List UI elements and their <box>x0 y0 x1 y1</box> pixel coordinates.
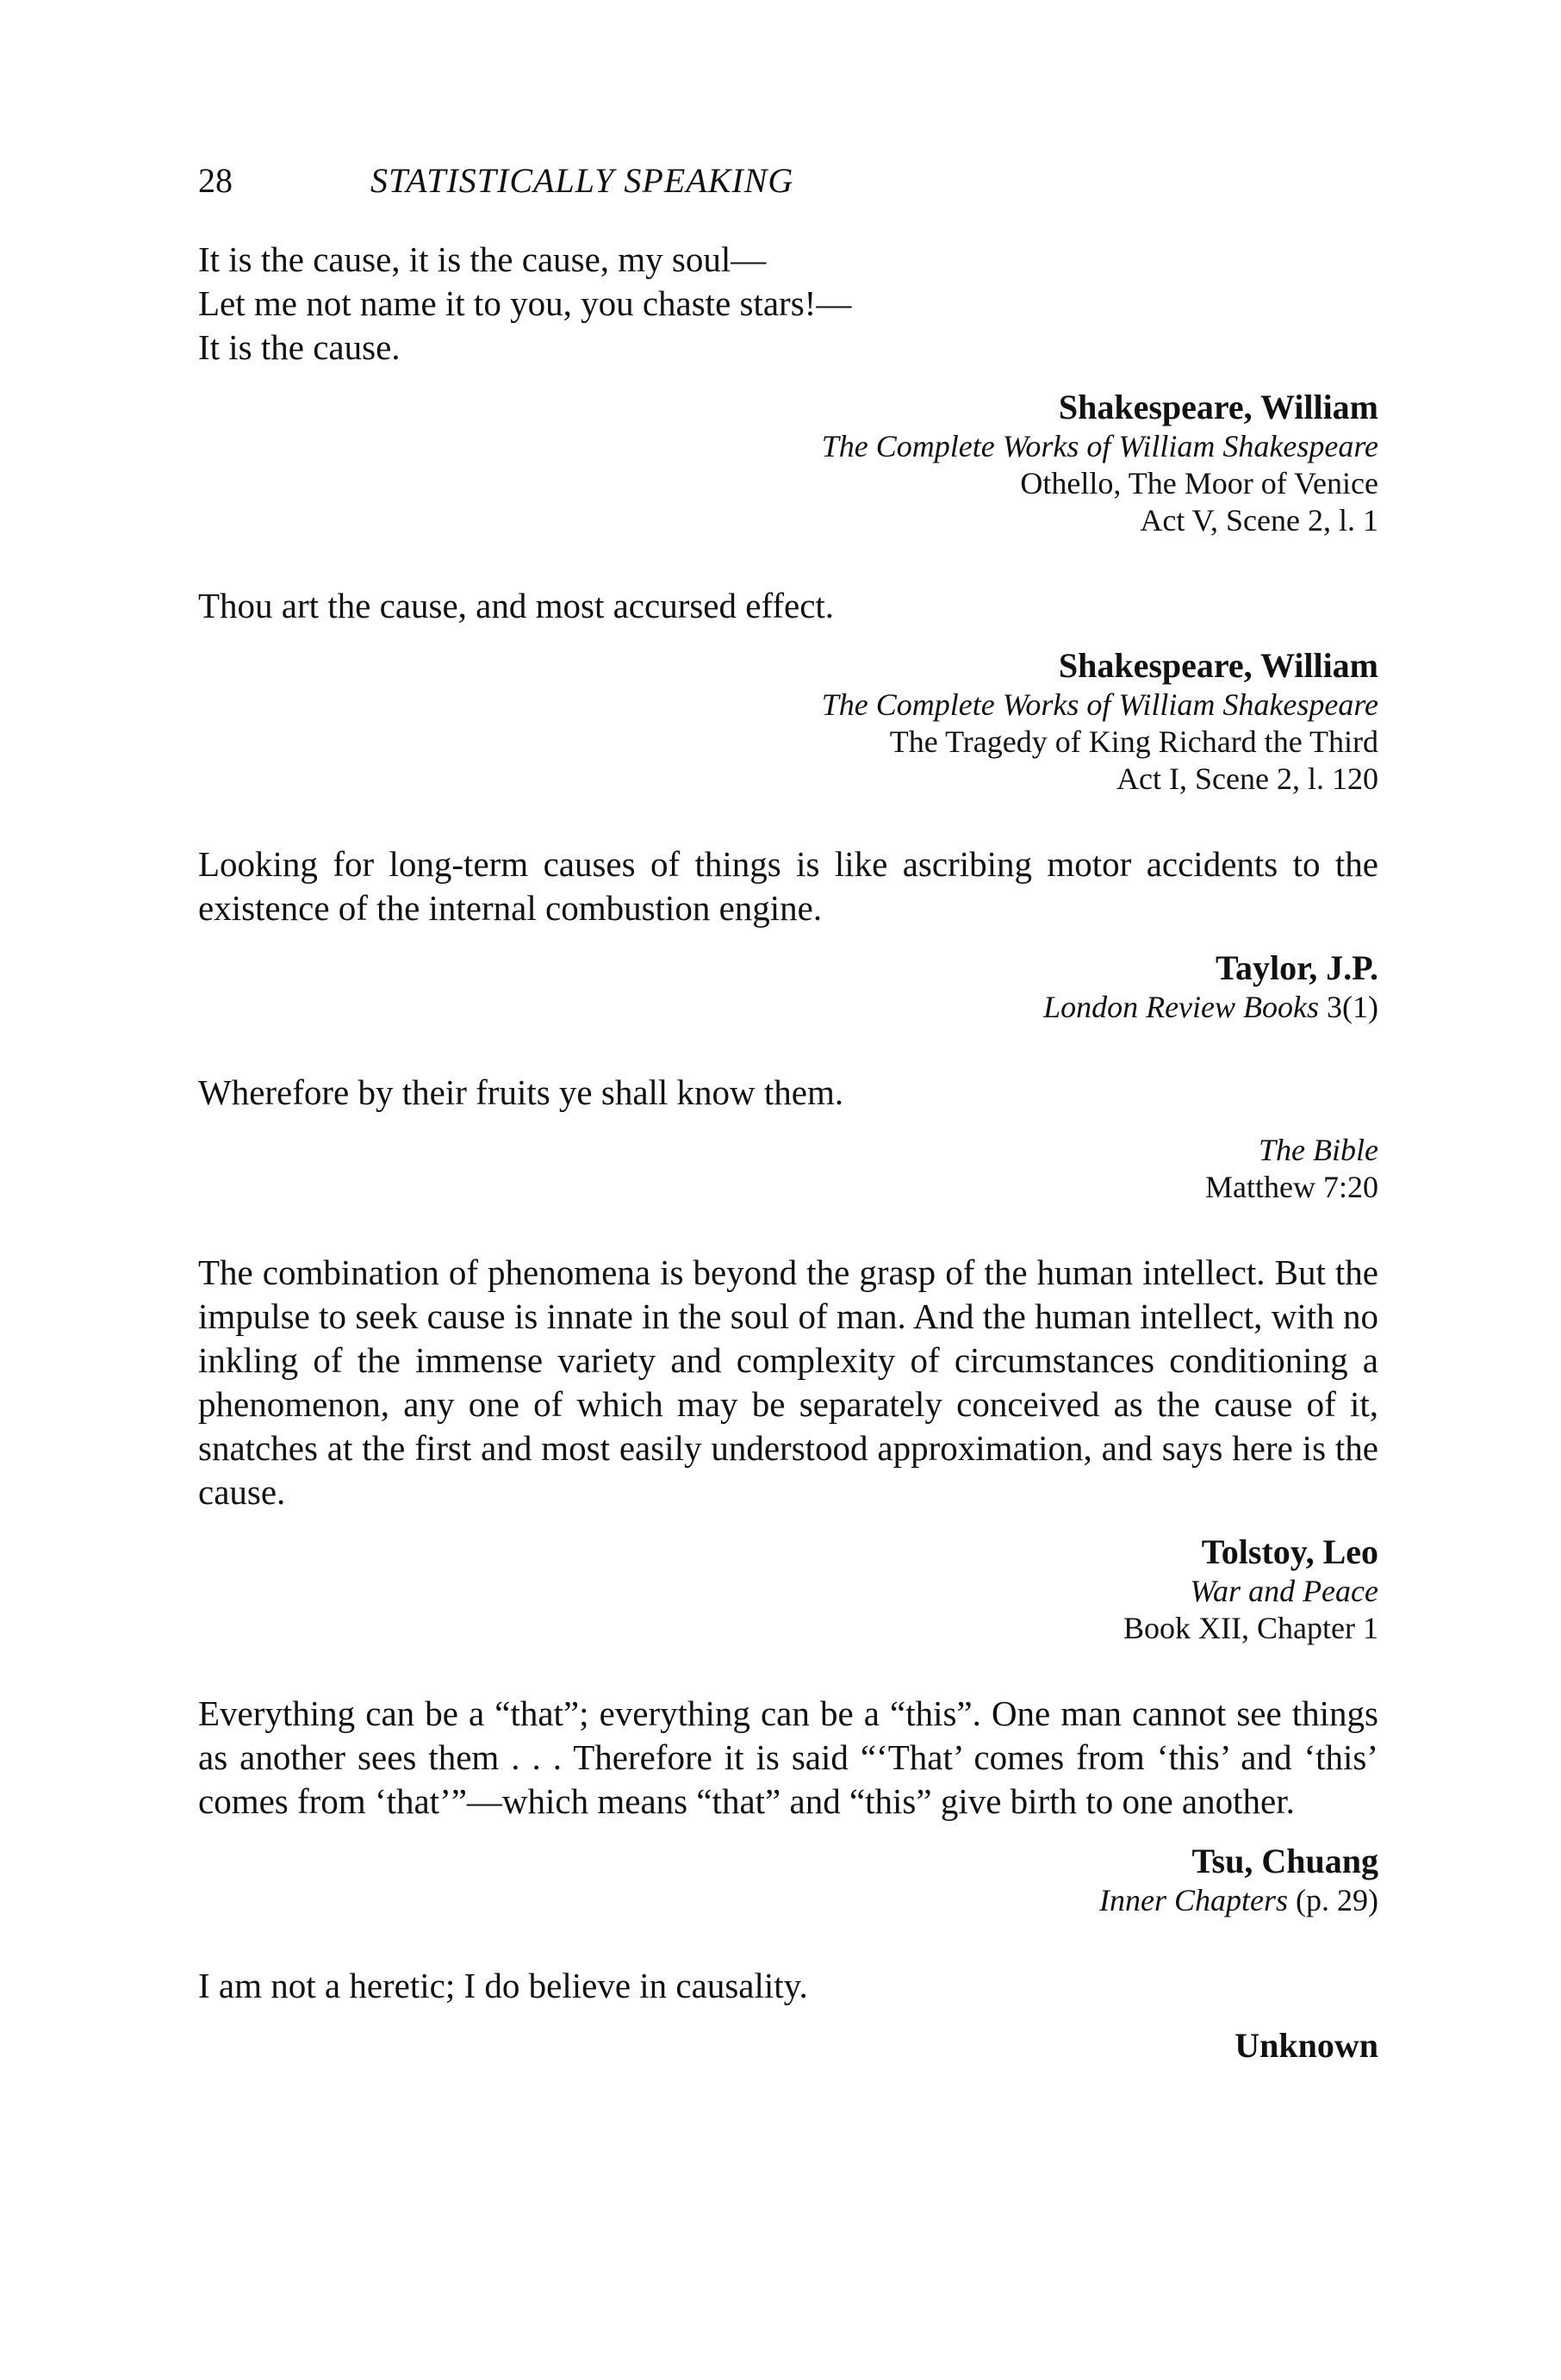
attribution-source <box>198 1882 1378 1919</box>
quote-bible <box>198 1071 1378 1206</box>
quote-text: Looking for long-term causes of things is like ascribing motor accidents to the existence of the internal combustion engine. <box>198 844 1378 928</box>
quote-tolstoy <box>198 1251 1378 1647</box>
attribution <box>198 1841 1378 1919</box>
quote-taylor <box>198 842 1378 1026</box>
attribution-author: Shakespeare, William <box>1058 388 1378 426</box>
attribution-location: Act V, Scene 2, l. 1 <box>1140 503 1378 538</box>
attribution-source-title: The Bible <box>1259 1133 1378 1167</box>
attribution-author: Unknown <box>1234 2026 1378 2065</box>
attribution <box>198 1132 1378 1206</box>
attribution-source <box>198 989 1378 1026</box>
page-header <box>198 155 1378 207</box>
attribution-work: Othello, The Moor of Venice <box>1020 466 1378 500</box>
attribution-source-title: War and Peace <box>1190 1574 1378 1608</box>
running-head: STATISTICALLY SPEAKING <box>370 161 794 200</box>
quote-text: The combination of phenomena is beyond the grasp of the human intellect. But the impulse to seek cause is innate in the soul of man. And the human intellect, with no inkling of the immense variety and complexity of circumstances conditioning a phenomenon, any one of which may be separately conceived as the cause of it, snatches at the first and most easily understood approximation, and says here is the cause. <box>198 1252 1378 1512</box>
quote-line: I am not a heretic; I do believe in causality. <box>198 1966 808 2005</box>
attribution-author: Tsu, Chuang <box>1191 1842 1378 1880</box>
attribution <box>198 948 1378 1026</box>
attribution <box>198 387 1378 539</box>
attribution-author: Tolstoy, Leo <box>1201 1532 1378 1571</box>
attribution-page: (p. 29) <box>1288 1883 1378 1917</box>
attribution <box>198 1532 1378 1647</box>
attribution-source-title: The Complete Works of William Shakespeare <box>821 429 1378 463</box>
book-page <box>198 155 1378 2111</box>
attribution <box>198 2025 1378 2066</box>
attribution-work: The Tragedy of King Richard the Third <box>889 724 1378 759</box>
quote-line: Wherefore by their fruits ye shall know them. <box>198 1072 844 1112</box>
attribution-author: Shakespeare, William <box>1058 646 1378 685</box>
quote-richard-iii <box>198 584 1378 798</box>
quote-line: It is the cause. <box>198 327 401 367</box>
attribution-issue: 3(1) <box>1319 990 1378 1024</box>
quote-text: Everything can be a “that”; everything can be a “this”. One man cannot see things as another sees them . . . Therefore it is said “‘That’ comes from ‘this’ and ‘this’ comes from ‘that’”—which means “that” and “this” give birth to one another. <box>198 1693 1378 1821</box>
quote-line: Thou art the cause, and most accursed effect. <box>198 586 835 625</box>
attribution-source-title: London Review Books <box>1043 990 1320 1024</box>
attribution-source-title: Inner Chapters <box>1099 1883 1289 1917</box>
attribution <box>198 645 1378 798</box>
attribution-location: Act I, Scene 2, l. 120 <box>1116 761 1378 796</box>
attribution-location: Book XII, Chapter 1 <box>1123 1611 1378 1645</box>
attribution-location: Matthew 7:20 <box>1205 1170 1378 1204</box>
quote-othello <box>198 238 1378 539</box>
attribution-author: Taylor, J.P. <box>1216 948 1378 987</box>
attribution-source-title: The Complete Works of William Shakespeare <box>821 687 1378 722</box>
quote-chuang-tsu <box>198 1692 1378 1919</box>
page-number: 28 <box>198 161 233 200</box>
quote-line: Let me not name it to you, you chaste stars!— <box>198 283 852 323</box>
quote-line: It is the cause, it is the cause, my soul— <box>198 239 767 279</box>
quote-unknown <box>198 1964 1378 2066</box>
